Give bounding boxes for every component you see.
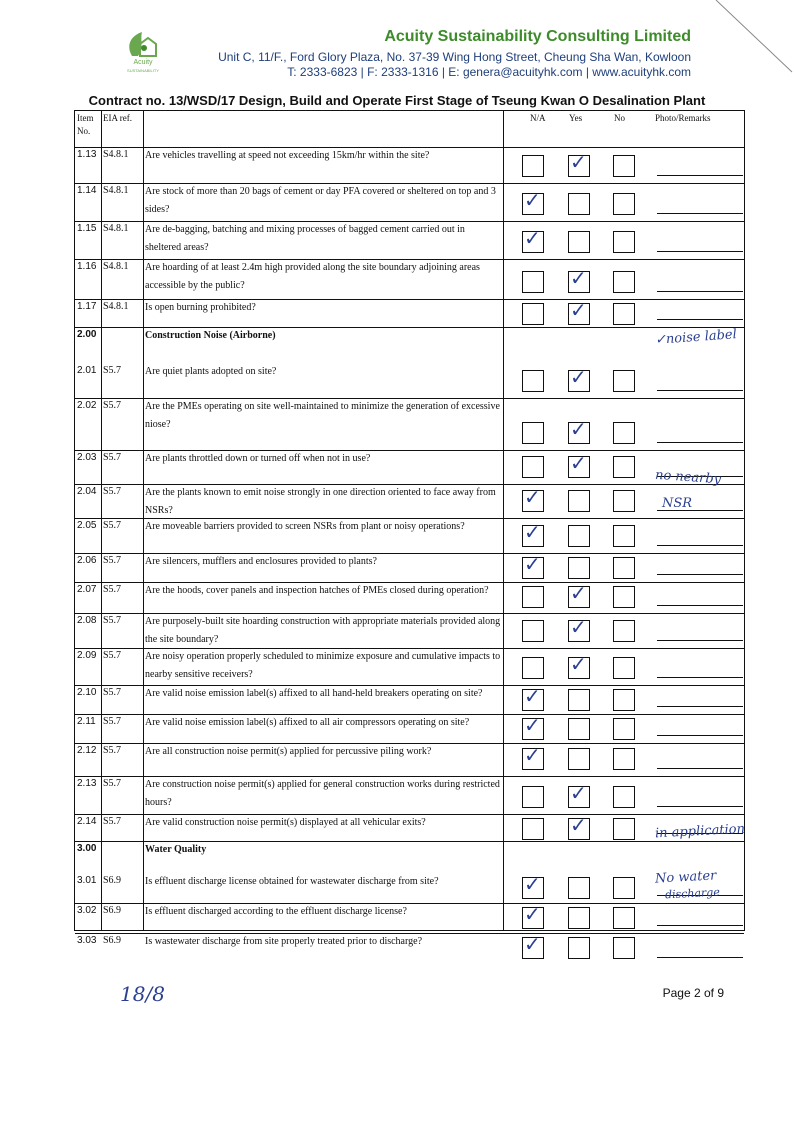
checkbox-na[interactable] [522,586,544,608]
contract-title: Contract no. 13/WSD/17 Design, Build and Operate First Stage of Tseung Kwan O Desalination Plant [88,93,706,108]
checkmark-icon: ✓ [524,552,541,576]
remarks-line [657,213,743,214]
table-row [75,714,746,743]
table-row [75,933,746,965]
checkmark-icon: ✓ [570,298,587,322]
checkbox-no[interactable] [613,877,635,899]
checkbox-no[interactable] [613,786,635,808]
checkbox-yes[interactable] [568,748,590,770]
item-number: 3.02 [77,905,97,916]
checkbox-no[interactable] [613,557,635,579]
question-text: Are the PMEs operating on site well-maintained to minimize the generation of excessive niose? [145,401,500,430]
item-number: 2.00 [77,329,97,340]
checkbox-na[interactable] [522,657,544,679]
checkmark-icon: ✓ [570,150,587,174]
question-text: Are valid noise emission label(s) affixed to all hand-held breakers operating on site? [145,688,483,699]
table-row [75,299,746,327]
question-text: Is open burning prohibited? [145,302,256,313]
checkbox-no[interactable] [613,620,635,642]
checkbox-no[interactable] [613,490,635,512]
checkmark-icon: ✓ [524,743,541,767]
eia-ref: S5.7 [103,584,122,595]
remarks-line [657,319,743,320]
table-row [75,398,746,450]
eia-ref: S5.7 [103,816,122,827]
question-text: Are noisy operation properly scheduled to minimize exposure and cumulative impacts to nearby sensitive receivers? [145,651,501,680]
question-text: Are the hoods, cover panels and inspection hatches of PMEs closed during operation? [145,585,489,596]
remarks-line [657,735,743,736]
checkmark-icon: ✓ [570,813,587,837]
checkbox-na[interactable] [522,422,544,444]
remarks-line [657,925,743,926]
acuity-logo [118,28,168,80]
checkmark-icon: ✓ [524,485,541,509]
checkbox-na[interactable] [522,271,544,293]
checkbox-na[interactable] [522,818,544,840]
letterhead [0,0,794,90]
logo-text: Acuity [133,59,153,66]
checkbox-no[interactable] [613,689,635,711]
checkbox-yes[interactable] [568,689,590,711]
eia-ref: S4.8.1 [103,223,129,234]
item-number: 2.07 [77,584,97,595]
table-row [75,518,746,553]
item-number: 2.06 [77,555,97,566]
table-row [75,183,746,221]
item-number: 3.01 [77,875,97,886]
item-number: 1.17 [77,301,97,312]
remarks-line [657,390,743,391]
checkbox-na[interactable] [522,370,544,392]
table-row [75,648,746,685]
header-yes: Yes [569,113,583,123]
handwritten-remark: in application [654,821,746,842]
table-row [75,903,746,933]
checkmark-icon: ✓ [524,520,541,544]
eia-ref: S5.7 [103,687,122,698]
checkbox-yes[interactable] [568,557,590,579]
eia-ref: S5.7 [103,486,122,497]
company-address: Unit C, 11/F., Ford Glory Plaza, No. 37-39 Wing Hong Street, Cheung Sha Wan, Kowloon [218,50,691,64]
header-item [77,112,94,138]
checkbox-yes[interactable] [568,193,590,215]
table-row [75,221,746,259]
eia-ref: S5.7 [103,365,122,376]
remarks-line [657,768,743,769]
checkbox-no[interactable] [613,422,635,444]
checkmark-icon: ✓ [524,872,541,896]
checkbox-no[interactable] [613,748,635,770]
question-text: Are all construction noise permit(s) applied for percussive piling work? [145,746,432,757]
item-number: 3.00 [77,843,97,854]
section-heading: Water Quality [145,844,207,855]
remarks-line [657,640,743,641]
question-text: Are moveable barriers provided to screen NSRs from plant or noisy operations? [145,521,465,532]
checkbox-yes[interactable] [568,718,590,740]
checkmark-icon: ✓ [570,615,587,639]
item-number: 1.16 [77,261,97,272]
remarks-line [657,175,743,176]
handwritten-remark: no nearby [654,467,722,488]
header-item-line2: No. [77,126,91,136]
checkbox-no[interactable] [613,193,635,215]
footer-initials: 18/8 [120,982,165,1006]
table-row [75,685,746,714]
checkmark-icon: ✓ [570,266,587,290]
item-number: 2.14 [77,816,97,827]
checkbox-yes[interactable] [568,231,590,253]
question-text: Are valid construction noise permit(s) displayed at all vehicular exits? [145,817,426,828]
eia-ref: S5.7 [103,745,122,756]
handwritten-remark: discharge [664,885,721,902]
eia-ref: S5.7 [103,400,122,411]
checkmark-icon: ✓ [524,188,541,212]
leaf-house-icon [118,28,168,60]
remarks-line [657,442,743,443]
checkbox-na[interactable] [522,620,544,642]
remarks-line [657,806,743,807]
checkmark-icon: ✓ [570,781,587,805]
company-contact: T: 2333-6823 | F: 2333-1316 | E: genera@acuityhk.com | www.acuityhk.com [287,65,691,79]
remarks-line [657,677,743,678]
eia-ref: S5.7 [103,650,122,661]
item-number: 2.12 [77,745,97,756]
question-text: Are quiet plants adopted on site? [145,366,277,377]
item-number: 1.13 [77,149,97,160]
remarks-line [657,605,743,606]
item-number: 2.04 [77,486,97,497]
item-number: 2.03 [77,452,97,463]
eia-ref: S5.7 [103,520,122,531]
remarks-line [657,957,743,958]
checkbox-no[interactable] [613,937,635,959]
table-row [75,776,746,814]
header-item-line1: Item [77,113,94,123]
checkbox-no[interactable] [613,657,635,679]
checkbox-na[interactable] [522,786,544,808]
question-text: Are silencers, mufflers and enclosures provided to plants? [145,556,377,567]
eia-ref: S5.7 [103,716,122,727]
table-row [75,553,746,582]
remarks-line [657,291,743,292]
handwritten-remark: NSR [662,496,693,511]
checkbox-na[interactable] [522,456,544,478]
checkbox-yes[interactable] [568,525,590,547]
item-number: 2.10 [77,687,97,698]
eia-ref: S4.8.1 [103,185,129,196]
item-number: 2.01 [77,365,97,376]
checkmark-icon: ✓ [570,451,587,475]
section-row [75,327,746,363]
checklist-table [74,110,745,956]
item-number: 1.14 [77,185,97,196]
question-text: Are purposely-built site hoarding construction with appropriate materials provided along the site boundary? [145,616,501,645]
table-row [75,450,746,484]
eia-ref: S4.8.1 [103,149,129,160]
table-row [75,259,746,299]
item-number: 2.05 [77,520,97,531]
checkbox-no[interactable] [613,525,635,547]
checkbox-no[interactable] [613,718,635,740]
checkbox-no[interactable] [613,818,635,840]
item-number: 2.02 [77,400,97,411]
item-number: 1.15 [77,223,97,234]
eia-ref: S5.7 [103,778,122,789]
table-row [75,873,746,903]
table-row [75,814,746,841]
section-row [75,841,746,873]
item-number: 3.03 [77,935,97,946]
header-no: No [614,113,625,123]
logo-subtext: SUSTAINABILITY [127,68,159,73]
checkbox-yes[interactable] [568,937,590,959]
checkmark-icon: ✓ [524,713,541,737]
remarks-line [657,545,743,546]
question-text: Are hoarding of at least 2.4m high provided along the site boundary adjoining areas accessible by the public? [145,262,480,291]
item-number: 2.09 [77,650,97,661]
remarks-line [657,251,743,252]
eia-ref: S5.7 [103,452,122,463]
question-text: Are the plants known to emit noise strongly in one direction oriented to face away from NSRs? [145,487,496,516]
checkmark-icon: ✓ [524,684,541,708]
checkbox-yes[interactable] [568,907,590,929]
table-row [75,613,746,648]
header-na: N/A [530,113,546,123]
header-remarks: Photo/Remarks [655,113,711,123]
checkbox-no[interactable] [613,586,635,608]
checkbox-no[interactable] [613,303,635,325]
section-heading: Construction Noise (Airborne) [145,330,276,341]
page-number: Page 2 of 9 [662,986,724,1000]
checkbox-no[interactable] [613,271,635,293]
eia-ref: S6.9 [103,905,122,916]
eia-ref: S6.9 [103,935,122,946]
checkmark-icon: ✓ [524,902,541,926]
question-text: Is effluent discharge license obtained for wastewater discharge from site? [145,876,439,887]
question-text: Are vehicles travelling at speed not exceeding 15km/hr within the site? [145,150,430,161]
checkmark-icon: ✓ [524,226,541,250]
table-row [75,147,746,183]
table-row [75,743,746,776]
checkmark-icon: ✓ [570,417,587,441]
checkbox-na[interactable] [522,303,544,325]
checkbox-no[interactable] [613,155,635,177]
checkbox-no[interactable] [613,907,635,929]
checkbox-yes[interactable] [568,490,590,512]
table-row [75,484,746,518]
handwritten-remark: ✓noise label [654,327,738,348]
item-number: 2.11 [77,716,96,727]
eia-ref: S5.7 [103,555,122,566]
eia-ref: S6.9 [103,875,122,886]
eia-ref: S4.8.1 [103,301,129,312]
checkbox-no[interactable] [613,231,635,253]
checkbox-na[interactable] [522,155,544,177]
table-row [75,582,746,613]
table-row [75,363,746,398]
handwritten-remark: No water [654,868,717,887]
remarks-line [657,574,743,575]
question-text: Are stock of more than 20 bags of cement or day PFA covered or sheltered on top and 3 sides? [145,186,496,215]
header-eia: EIA ref. [103,113,132,123]
item-number: 2.13 [77,778,97,789]
question-text: Are de-bagging, batching and mixing processes of bagged cement carried out in sheltered areas? [145,224,465,253]
checkbox-no[interactable] [613,370,635,392]
checkbox-yes[interactable] [568,877,590,899]
checkmark-icon: ✓ [570,581,587,605]
company-name: Acuity Sustainability Consulting Limited [384,28,691,45]
checkbox-no[interactable] [613,456,635,478]
question-text: Is effluent discharged according to the effluent discharge license? [145,906,407,917]
remarks-line [657,706,743,707]
item-number: 2.08 [77,615,97,626]
question-text: Are plants throttled down or turned off when not in use? [145,453,371,464]
eia-ref: S4.8.1 [103,261,129,272]
eia-ref: S5.7 [103,615,122,626]
checkmark-icon: ✓ [570,365,587,389]
question-text: Are valid noise emission label(s) affixed to all air compressors operating on site? [145,717,470,728]
question-text: Are construction noise permit(s) applied for general construction works during restricted hours? [145,779,500,808]
checkmark-icon: ✓ [570,652,587,676]
question-text: Is wastewater discharge from site properly treated prior to discharge? [145,936,423,947]
checkmark-icon: ✓ [524,932,541,956]
